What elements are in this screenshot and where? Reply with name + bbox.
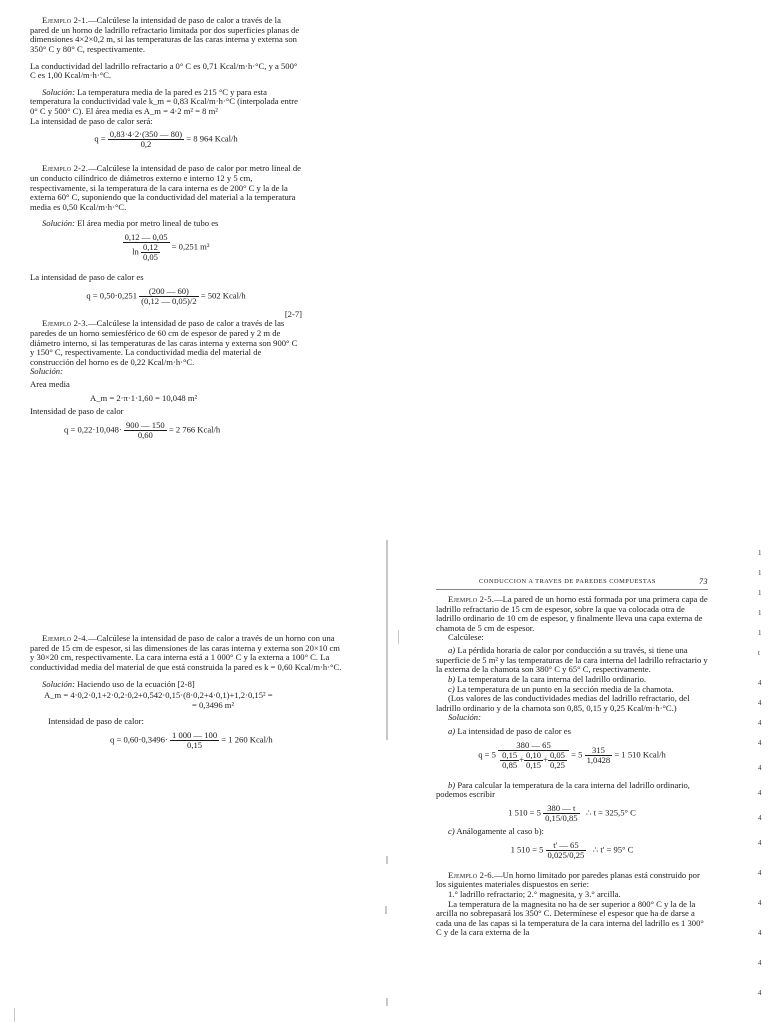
example-2-1 bbox=[30, 16, 302, 55]
scan-artifact bbox=[385, 906, 387, 914]
intensity-line: La intensidad de paso de calor será: bbox=[30, 115, 153, 126]
equation-lhs: 1 510 = 5 bbox=[510, 844, 544, 855]
materials-list: 1.° ladrillo refractario; 2.° magnesita, y 3.° arcilla. bbox=[448, 888, 621, 899]
conductivity-note: (Los valores de las conductividades medias del ladrillo refractario, del ladrillo ordinario y de la chamota son 0,85, 0,15 y 0,25 Kcal/m·h·°C.) bbox=[436, 693, 690, 713]
scan-artifact bbox=[386, 856, 388, 864]
solution-label: Solución: bbox=[42, 86, 75, 97]
solution-paragraph bbox=[30, 88, 302, 117]
fraction bbox=[546, 841, 587, 860]
numerator: 380 — 65 bbox=[498, 741, 569, 751]
ln-symbol: ln bbox=[132, 246, 139, 257]
page-number: 73 bbox=[699, 577, 708, 586]
fraction bbox=[170, 731, 219, 750]
denominator: 0,15 bbox=[526, 759, 542, 770]
item-c: c) La temperatura de un punto en la sección media de la chamota. bbox=[448, 683, 674, 694]
numerator: 0,83·4·2·(350 — 80) bbox=[109, 129, 183, 140]
fraction bbox=[543, 804, 579, 823]
solution-paragraph bbox=[30, 219, 302, 229]
example-2-3 bbox=[30, 319, 302, 367]
equation-result: = 502 Kcal/h bbox=[200, 290, 246, 301]
numerator: 380 — t bbox=[543, 804, 579, 814]
inner-fraction bbox=[141, 243, 160, 262]
equation-lhs: q = bbox=[94, 133, 106, 144]
example-statement: —Un horno limitado por paredes planas está construido por los siguientes materiales dispuestos en serie: bbox=[436, 869, 700, 890]
item-a: a) La pérdida horaria de calor por conducción a su través, si tiene una superficie de 5 m² y las temperaturas de la cara interna del ladrillo refractario y la externa de la chamota son 380° C y 65° C, respectivamente. bbox=[436, 645, 708, 675]
denominator: 1,0428 bbox=[586, 754, 611, 765]
page-header bbox=[436, 578, 708, 590]
equation-result: = 0,251 m² bbox=[171, 241, 210, 252]
equation-number: [2-7] bbox=[284, 308, 302, 319]
running-title: CONDUCCION A TRAVES DE PAREDES COMPUESTAS bbox=[478, 578, 656, 585]
item-text: La temperatura de un punto en la sección media de la chamota. bbox=[456, 683, 674, 694]
denominator: 0,25 bbox=[549, 759, 565, 770]
numerator: 900 — 150 bbox=[126, 419, 165, 430]
term bbox=[548, 751, 567, 770]
solution-label: Solución: bbox=[42, 678, 75, 689]
conditions-text: La temperatura de la magnesita no ha de ser superior a 800° C y la de la arcilla no sobrepasará los 350° C. Determínese el espesor que ha de darse a cada una de las capas si la temperatura de la cara interna del ladrillo es 1 300° C y de la cara externa de la bbox=[436, 898, 704, 938]
denominator: 0,85 bbox=[502, 759, 518, 770]
equation-result: = 2 766 Kcal/h bbox=[168, 424, 221, 435]
right-column bbox=[436, 578, 708, 938]
denominator: 0,15 bbox=[187, 740, 203, 751]
conductivity-data: La conductividad del ladrillo refractario a 0° C es 0,71 Kcal/m·h·°C, y a 500° C es 1,00 Kcal/m·h·°C. bbox=[30, 60, 298, 81]
equation-result: = 1 260 Kcal/h bbox=[221, 734, 273, 745]
left-column-top bbox=[30, 16, 302, 444]
equation-result: = 8 964 Kcal/h bbox=[186, 133, 238, 144]
numerator: 0,12 — 0,05 bbox=[124, 232, 168, 243]
equation-lhs: 1 510 = 5 bbox=[508, 807, 541, 818]
equation-area-2-2 bbox=[30, 233, 302, 262]
equation-t-2-5c bbox=[436, 841, 708, 860]
example-statement: —La pared de un horno está formada por una primera capa de ladrillo refractario de 15 cm de espesor, sobre la que va colocada otra de ladrillo ordinario de 10 cm de espesor, y finalmente lleva una capa externa de chamota de 5 cm de espesor. bbox=[436, 593, 708, 633]
area-label: Area media bbox=[30, 379, 70, 390]
solution-label: Solución: bbox=[448, 712, 481, 723]
part-label: b) bbox=[448, 779, 456, 790]
part-text: Análogamente al caso b): bbox=[456, 826, 544, 837]
example-2-6 bbox=[436, 871, 708, 890]
equation-lhs: q = 0,22·10,048· bbox=[64, 424, 122, 435]
term bbox=[524, 751, 543, 770]
solution-label: Solución: bbox=[42, 218, 75, 229]
scan-artifact bbox=[14, 1008, 15, 1022]
solution-text: La temperatura media de la pared es 215 °C y para esta temperatura la conductividad vale k_m = 0,83 Kcal/m·h·°C (interpolada entre 0° C y 500° C). El área media es A_m = 4·2 m² = 8 m² bbox=[30, 86, 298, 116]
part-b bbox=[436, 781, 708, 800]
area-equation-line: A_m = 4·0,2·0,1+2·0,2·0,2+0,542·0,15·(8·0,2+4·0,1)+1,2·0,15² = bbox=[44, 690, 273, 701]
numerator: 0,10 bbox=[526, 749, 542, 760]
term bbox=[500, 751, 519, 770]
fraction bbox=[498, 741, 569, 770]
calc-label: Calcúlese: bbox=[448, 632, 484, 643]
example-heading: Ejemplo 2-2. bbox=[42, 163, 89, 174]
intensity-line: La intensidad de paso de calor es bbox=[30, 272, 144, 283]
equation-area-2-3: A_m = 2·π·1·1,60 = 10,048 m² bbox=[90, 392, 198, 403]
equation-q-2-3 bbox=[30, 421, 302, 440]
example-statement: —Calcúlese la intensidad de paso de calor a través de la pared de un horno de ladrillo refractario limitada por dos superficies planas de dimensiones 4×2×0,2 m, si las temperaturas de las caras interna y externa son 350° C y 80° C, respectivamente. bbox=[30, 15, 300, 54]
solution-text: Haciendo uso de la ecuación [2-8] bbox=[77, 678, 195, 689]
part-text: Para calcular la temperatura de la cara interna del ladrillo ordinario, podemos escribir bbox=[436, 779, 690, 800]
solution-label: Solución: bbox=[30, 366, 63, 377]
item-b: b) La temperatura de la cara interna del ladrillo ordinario. bbox=[448, 673, 647, 684]
equation-lhs: q = 0,60·0,3496· bbox=[110, 734, 168, 745]
area-equation-result: = 0,3496 m² bbox=[192, 699, 235, 710]
equation-t-2-5b bbox=[436, 804, 708, 823]
equation-result: ∴ t = 325,5° C bbox=[586, 807, 636, 818]
numerator: (200 — 60) bbox=[139, 287, 198, 297]
part-label: a) bbox=[448, 726, 456, 737]
part-a bbox=[436, 727, 708, 737]
fraction bbox=[108, 130, 184, 149]
equation-result: = 1 510 Kcal/h bbox=[614, 749, 666, 760]
equation-q-2-4 bbox=[30, 731, 346, 750]
example-heading: Ejemplo 2-3. bbox=[42, 318, 89, 329]
equation-q-2-5a bbox=[436, 741, 708, 770]
example-2-5 bbox=[436, 595, 708, 634]
denominator: 0,2 bbox=[140, 139, 152, 150]
part-label: c) bbox=[448, 826, 455, 837]
left-column-bottom bbox=[30, 634, 346, 754]
numerator: t' — 65 bbox=[546, 841, 587, 851]
example-statement: —Calcúlese la intensidad de paso de calor a través de un horno con una pared de 15 cm de espesor, si las dimensiones de las caras interna y externa son 20×10 cm y 30×20 cm, respectivamente. La cara interna está a 1 000° C y la externa a 100° C. La conductividad media del material de que está construida la pared es k = 0,60 Kcal/m·h·°C. bbox=[30, 633, 342, 672]
denominator: $\frac{0,15}{0,85}$ + $\frac{0,10}{0,15}$ + $\frac{0,05}{0,25}$ bbox=[502, 749, 565, 770]
fraction bbox=[124, 421, 167, 440]
fraction bbox=[585, 746, 613, 765]
item-text: La temperatura de la cara interna del ladrillo ordinario. bbox=[457, 673, 647, 684]
equation-lhs: q = 5 bbox=[478, 749, 496, 760]
denominator: 0,025/0,25 bbox=[547, 849, 585, 860]
numerator: 315 bbox=[585, 746, 613, 756]
fraction bbox=[139, 287, 198, 306]
numerator: 1 000 — 100 bbox=[172, 730, 218, 740]
scan-artifact bbox=[386, 998, 388, 1006]
example-heading: Ejemplo 2-5. bbox=[448, 593, 495, 604]
denominator: 0,15/0,85 bbox=[545, 813, 578, 824]
denominator: (0,12 — 0,05)/2 bbox=[141, 295, 197, 306]
page-edge-margin: 1 1 1 1 1 t 4 4 4 4 4 4 4 4 4 4 4 4 4 bbox=[758, 549, 762, 997]
denominator: 0,05 bbox=[142, 252, 158, 263]
solution-paragraph bbox=[30, 680, 346, 690]
equation-result: ∴ t' = 95° C bbox=[592, 844, 634, 855]
part-c bbox=[436, 827, 708, 837]
fraction bbox=[123, 233, 170, 262]
denominator: 0,60 bbox=[137, 430, 153, 440]
part-text: La intensidad de paso de calor es bbox=[457, 726, 571, 737]
numerator: 0,15 bbox=[502, 749, 518, 760]
equation-q-2-1 bbox=[30, 130, 302, 149]
intensity-label: Intensidad de paso de calor: bbox=[48, 716, 144, 727]
solution-text: El área media por metro lineal de tubo es bbox=[77, 218, 219, 229]
denominator bbox=[123, 243, 170, 262]
item-text: La pérdida horaria de calor por conducción a su través, si tiene una superficie de 5 m² y las temperaturas de la cara interna del ladrillo refractario y la externa de la chamota son 380° C y 65° C, respectivamente. bbox=[436, 645, 708, 675]
equation-mid: = 5 bbox=[571, 749, 583, 760]
intensity-label: Intensidad de paso de calor bbox=[30, 406, 124, 417]
equation-lhs: q = 0,50·0,251 bbox=[86, 290, 138, 301]
example-2-2 bbox=[30, 164, 302, 212]
numerator: 0,05 bbox=[549, 749, 565, 760]
example-statement: —Calcúlese la intensidad de paso de calor por metro lineal de un conducto cilíndrico de diámetros externo e interno 12 y 5 cm, respectivamente, si la temperatura de la cara interna es de 200° C y la de la externa 60° C, suponiendo que la conductividad del material a la temperatura media es 0,50 Kcal/m·h·°C. bbox=[30, 163, 301, 212]
numerator: 0,12 bbox=[142, 242, 158, 253]
scan-artifact bbox=[386, 540, 388, 740]
example-heading: Ejemplo 2-6. bbox=[448, 869, 495, 880]
example-heading: Ejemplo 2-1. bbox=[42, 15, 89, 25]
scan-artifact bbox=[398, 630, 399, 644]
equation-q-2-2 bbox=[30, 287, 302, 306]
example-2-4 bbox=[30, 634, 346, 673]
example-statement: —Calcúlese la intensidad de paso de calor a través de las paredes de un horno semiesférico de 60 cm de espesor de pared y 2 m de diámetro interno, si las temperaturas de las caras interna y externa son 900° C y 150° C, respectivamente. La conductividad media del material de construcción del horno es de 0,22 Kcal/m·h·°C. bbox=[30, 318, 298, 367]
equation-area-2-4 bbox=[30, 691, 346, 710]
example-heading: Ejemplo 2-4. bbox=[42, 633, 89, 643]
